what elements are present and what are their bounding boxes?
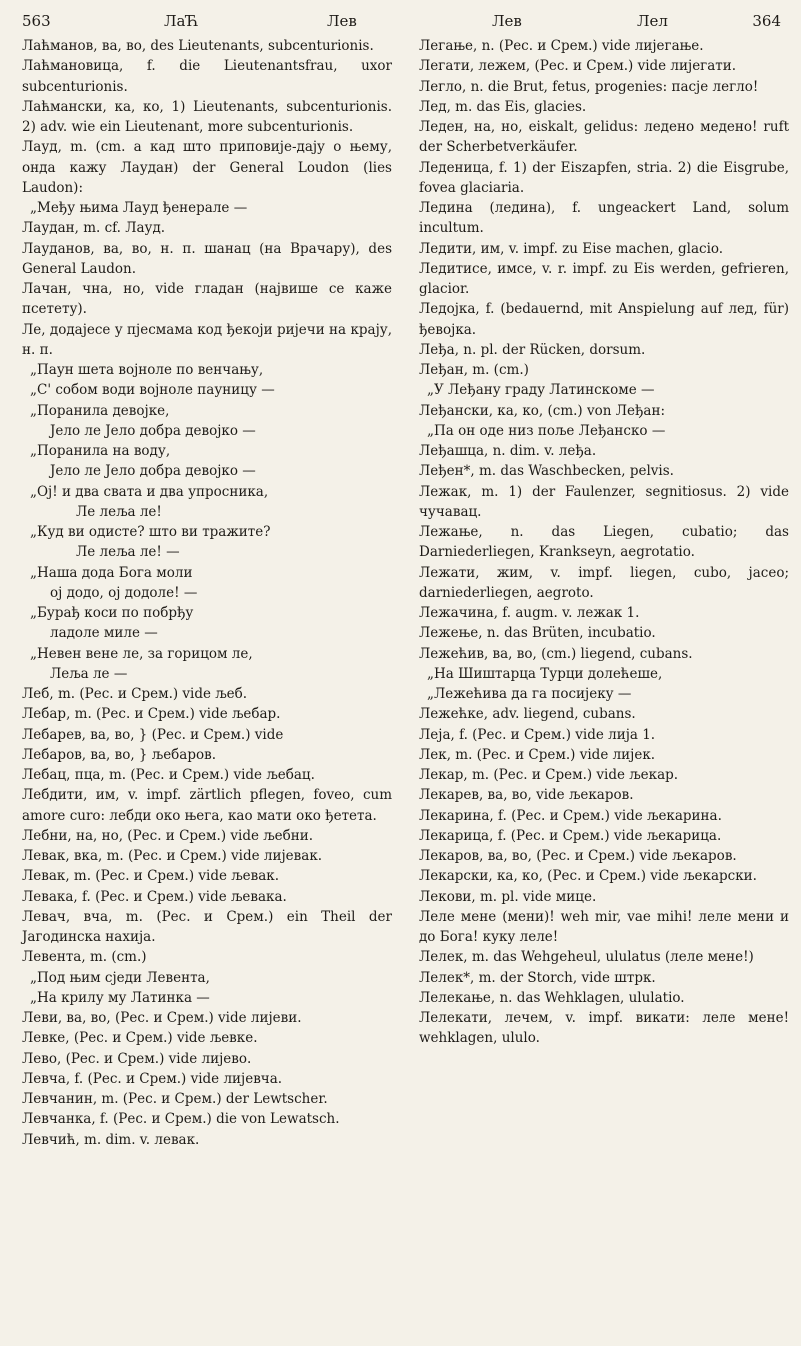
right-column: [419, 36, 789, 1150]
dictionary-entry: Легати, лежем, (Рес. и Срем.) vide лијегати.: [419, 58, 737, 75]
dictionary-entry: Лебар, m. (Рес. и Срем.) vide љебар.: [22, 706, 281, 723]
dictionary-entry: Ледити, им, v. impf. zu Eise machen, glacio.: [419, 240, 724, 257]
dictionary-entry: Лелекати, лечем, v. impf. викати: леле мене! wehklagen, ululo.: [419, 1010, 789, 1047]
dictionary-entry: Лежећке, adv. liegend, cubans.: [419, 706, 636, 723]
dictionary-entry: Лекар, m. (Рес. и Срем.) vide љекар.: [419, 767, 679, 783]
dictionary-entry: Левча, f. (Рес. и Срем.) vide лијевча.: [22, 1070, 283, 1087]
dictionary-entry: Лекарски, ка, ко, (Рес. и Срем.) vide љекарски.: [419, 868, 757, 885]
quotation-line: „С' собом води војноле пауницу —: [30, 382, 275, 399]
dictionary-entry: Ледитисе, имсе, v. r. impf. zu Eis werden, gefrieren, glacior.: [419, 260, 789, 297]
dictionary-entry: Лауд, m. (cm. а кад што приповије-дају о њему, онда кажу Лаудан) der General Loudon (lies Laudon):: [22, 139, 392, 196]
dictionary-entry: Левчанин, m. (Рес. и Срем.) der Lewtscher.: [22, 1091, 328, 1107]
dictionary-entry: Лелек, m. das Wehgeheul, ululatus (леле мене!): [419, 949, 754, 966]
dictionary-entry: Лежак, m. 1) der Faulenzer, segnitiosus. 2) vide чучавац.: [419, 483, 789, 520]
dictionary-entry: Лебни, на, но, (Рес. и Срем.) vide љебни.: [22, 827, 314, 844]
dictionary-entry: Леђа, n. pl. der Rücken, dorsum.: [419, 341, 646, 358]
dictionary-entry: Ле, додајесе у пјесмама код ђекоји ријечи на крају, н. п.: [22, 321, 392, 358]
dictionary-entry: Леја, f. (Рес. и Срем.) vide лија 1.: [419, 726, 656, 743]
quotation-line: Јело ле Јело добра девојко —: [50, 463, 256, 480]
quotation-line: „Наша дода Бога моли: [30, 564, 193, 581]
quotation-line: Јело ле Јело добра девојко —: [50, 422, 256, 439]
left-column: [22, 36, 392, 1150]
dictionary-entry: Лежећив, ва, во, (cm.) liegend, cubans.: [419, 645, 693, 662]
quotation-line: „Куд ви одисте? што ви тражите?: [30, 524, 271, 540]
dictionary-entry: Левач, вча, m. (Рес. и Срем.) ein Theil der Јагодинска нахија.: [22, 908, 392, 945]
dictionary-entry: Лек, m. (Рес. и Срем.) vide лијек.: [419, 746, 656, 763]
quotation-line: „Поранила девојке,: [30, 402, 170, 419]
dictionary-entry: Лелек*, m. der Storch, vide штрк.: [419, 969, 656, 986]
dictionary-entry: Лаћмановица, f. die Lieutenantsfrau, uxor subcenturionis.: [22, 58, 392, 95]
quotation-line: „Под њим сједи Левента,: [30, 969, 210, 986]
dictionary-entry: Левак, вка, m. (Рес. и Срем.) vide лијевак.: [22, 848, 323, 864]
dictionary-entry: Лево, (Рес. и Срем.) vide лијево.: [22, 1050, 252, 1067]
dictionary-entry: Легло, n. die Brut, fetus, progenies: пасје легло!: [419, 78, 759, 95]
dictionary-entry: Леденица, f. 1) der Eiszapfen, stria. 2) die Eisgrube, fovea glaciaria.: [419, 159, 789, 196]
dictionary-entry: Левака, f. (Рес. и Срем.) vide љевака.: [22, 888, 287, 905]
dictionary-entry: Лаћмански, ка, ко, 1) Lieutenants, subcenturionis. 2) adv. wie ein Lieutenant, more subcenturionis.: [22, 98, 392, 135]
dictionary-entry: Ледина (ледина), f. ungeackert Land, solum incultum.: [419, 200, 789, 237]
dictionary-entry: Легање, n. (Рес. и Срем.) vide лијегање.: [419, 38, 704, 54]
dictionary-entry: Левак, m. (Рес. и Срем.) vide љевак.: [22, 868, 280, 885]
dictionary-entry: Лебдити, им, v. impf. zärtlich pflegen, foveo, cum amore curo: лебди око њега, као мати око ђетета.: [22, 787, 392, 824]
dictionary-entry: Левчић, m. dim. v. левак.: [22, 1131, 200, 1148]
dictionary-entry: Лекарина, f. (Рес. и Срем.) vide љекарина.: [419, 807, 722, 824]
dictionary-entry: Леђан, m. (cm.): [419, 362, 529, 378]
dictionary-entry: Лелекање, n. das Wehklagen, ululatio.: [419, 989, 685, 1006]
dictionary-entry: Леви, ва, во, (Рес. и Срем.) vide лијеви.: [22, 1010, 302, 1026]
quotation-line: „Међу њима Лауд ђенерале —: [30, 200, 248, 216]
quotation-line: „Па он оде низ поље Леђанско —: [427, 422, 666, 439]
dictionary-entry: Леб, m. (Рес. и Срем.) vide љеб.: [22, 686, 248, 702]
entry-columns: [22, 36, 789, 1150]
page-number-left: 563: [22, 12, 51, 30]
dictionary-entry: Лекарев, ва, во, vide љекаров.: [419, 787, 634, 804]
dictionary-entry: Леђашца, n. dim. v. леђа.: [419, 443, 597, 459]
dictionary-entry: Левке, (Рес. и Срем.) vide љевке.: [22, 1030, 258, 1047]
dictionary-entry: Лачан, чна, но, vide гладан (највише се каже псетету).: [22, 281, 392, 318]
running-head-right-last: Лел: [637, 12, 668, 30]
dictionary-entry: Лебаров, ва, во, } љебаров.: [22, 746, 217, 763]
dictionary-entry: Лебарев, ва, во, } (Рес. и Срем.) vide: [22, 726, 284, 743]
running-head-right-first: Лев: [492, 12, 522, 30]
quotation-line: Ле леља ле!: [76, 503, 162, 520]
quotation-line: „На крилу му Латинка —: [30, 989, 210, 1006]
quotation-line: Леља ле —: [50, 665, 128, 682]
dictionary-entry: Лежачина, f. augm. v. лежак 1.: [419, 605, 640, 621]
quotation-line: „Ој! и два свата и два упросника,: [30, 483, 269, 500]
dictionary-entry: Левента, m. (cm.): [22, 949, 147, 966]
dictionary-entry: Леле мене (мени)! weh mir, vae mihi! леле мени и до Бога! куку леле!: [419, 908, 789, 945]
page-header: [22, 8, 789, 34]
dictionary-entry: Лаћманов, ва, во, des Lieutenants, subcenturionis.: [22, 38, 374, 54]
running-head-left-first: ЛаЋ: [164, 12, 199, 30]
dictionary-entry: Лежати, жим, v. impf. liegen, cubo, jaceo; darniederliegen, aegroto.: [419, 564, 789, 601]
page-number-right: 364: [752, 12, 781, 30]
dictionary-entry: Лед, m. das Eis, glacies.: [419, 98, 587, 115]
quotation-line: „У Леђану граду Латинскоме —: [427, 382, 655, 399]
quotation-line: ладоле миле —: [50, 625, 158, 642]
dictionary-entry: Лауданов, ва, во, н. п. шанац (на Врачару), des General Laudon.: [22, 240, 392, 277]
quotation-line: „На Шиштарца Турци долећеше,: [427, 665, 663, 682]
quotation-line: ој додо, ој додоле! —: [50, 584, 198, 601]
dictionary-entry: Лекови, m. pl. vide мице.: [419, 888, 597, 905]
quotation-line: „Поранила на воду,: [30, 443, 171, 459]
quotation-line: „Бурађ коси по побрђу: [30, 605, 194, 621]
dictionary-entry: Лежање, n. das Liegen, cubatio; das Darniederliegen, Krankseyn, aegrotatio.: [419, 524, 789, 561]
dictionary-entry: Лекаров, ва, во, (Рес. и Срем.) vide љекаров.: [419, 848, 737, 864]
dictionary-entry: Леђански, ка, ко, (cm.) von Леђан:: [419, 402, 665, 419]
dictionary-entry: Лежење, n. das Brüten, incubatio.: [419, 625, 656, 642]
quotation-line: „Лежећива да га посијеку —: [427, 686, 632, 702]
dictionary-entry: Леден, на, но, eiskalt, gelidus: ледено медено! ruft der Scherbetverkäufer.: [419, 119, 789, 156]
dictionary-entry: Ледојка, f. (bedauernd, mit Anspielung auf лед, für) ђевојка.: [419, 301, 789, 338]
dictionary-entry: Лекарица, f. (Рес. и Срем.) vide љекарица.: [419, 827, 722, 844]
quotation-line: Ле леља ле! —: [76, 544, 180, 561]
dictionary-entry: Лебац, пца, m. (Рес. и Срем.) vide љебац.: [22, 767, 315, 783]
quotation-line: „Паун шета војноле по венчању,: [30, 362, 264, 378]
dictionary-entry: Лаудан, m. cf. Лауд.: [22, 220, 166, 237]
running-head-left-last: Лев: [327, 12, 357, 30]
quotation-line: „Невен вене ле, за горицом ле,: [30, 645, 253, 662]
dictionary-entry: Левчанка, f. (Рес. и Срем.) die von Lewatsch.: [22, 1111, 340, 1128]
dictionary-entry: Леђен*, m. das Waschbecken, pelvis.: [419, 463, 674, 480]
